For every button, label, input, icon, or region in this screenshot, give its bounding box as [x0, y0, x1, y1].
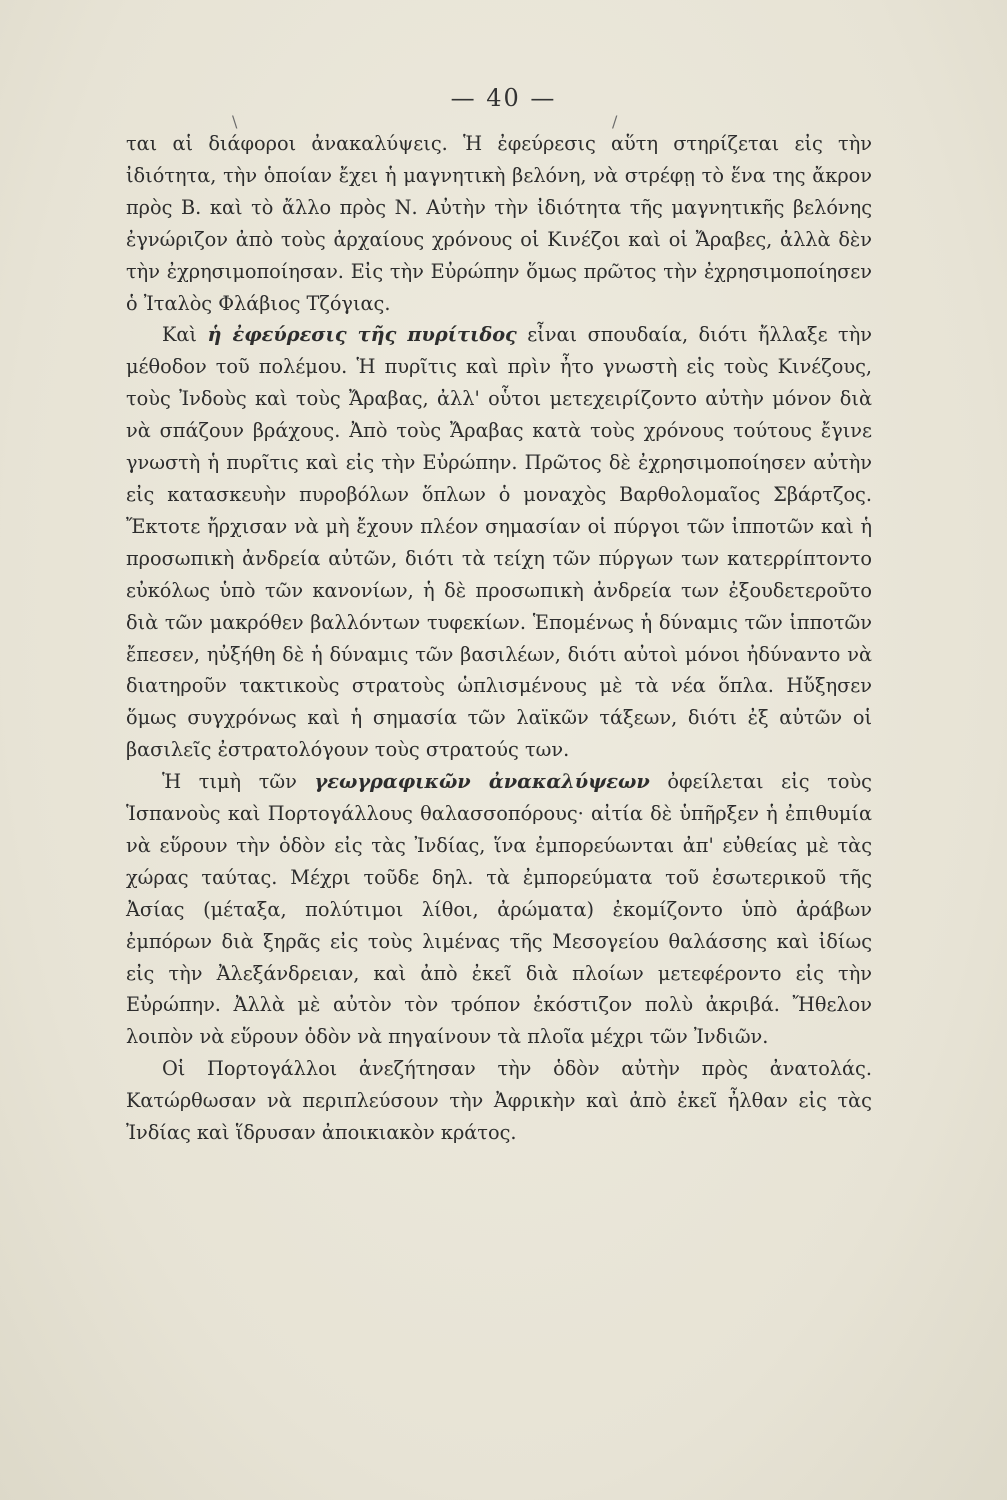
paragraph [126, 1053, 872, 1149]
body-text [126, 128, 872, 1149]
paragraph-text: εἶναι σπουδαία, διότι ἤλλαξε τὴν μέθοδον τοῦ πολέμου. Ἡ πυρῖτις καὶ πρὶν ἦτο γνωστὴ εἰς τοὺς Κινέζους, τοὺς Ἰνδοὺς καὶ τοὺς Ἄραβας, ἀλλ' οὗτοι μετεχειρίζοντο αὐτὴν μόνον διὰ νὰ σπάζουν βράχους. Ἀπὸ τοὺς Ἄραβας κατὰ τοὺς χρόνους τούτους ἔγινε γνωστὴ ἡ πυρῖτις καὶ εἰς τὴν Εὐρώπην. Πρῶτος δὲ ἐχρησιμοποίησεν αὐτὴν εἰς κατασκευὴν πυροβόλων ὅπλων ὁ μοναχὸς Βαρθολομαῖος Σβάρτζος. Ἔκτοτε ἤρχισαν νὰ μὴ ἔχουν πλέον σημασίαν οἱ πύργοι τῶν ἱπποτῶν καὶ ἡ προσωπικὴ ἀνδρεία αὐτῶν, διότι τὰ τείχη τῶν πύργων των κατερρίπτοντο εὐκόλως ὑπὸ τῶν κανονίων, ἡ δὲ προσωπικὴ ἀνδρεία των ἐξουδετεροῦτο διὰ τῶν μακρόθεν βαλλόντων τυφεκίων. Ἑπομένως ἡ δύναμις τῶν ἱπποτῶν ἔπεσεν, ηὐξήθη δὲ ἡ δύναμις τῶν βασιλέων, διότι αὐτοὶ μόνοι ἠδύναντο νὰ διατηροῦν τακτικοὺς στρατοὺς ὡπλισμένους μὲ τὰ νέα ὅπλα. Ηὔξησεν ὅμως συγχρόνως καὶ ἡ σημασία τῶν λαϊκῶν τάξεων, διότι ἐξ αὐτῶν οἱ βασιλεῖς ἐστρατολόγουν τοὺς στρατούς των. [126, 323, 872, 762]
emphasized-term: γεωγραφικῶν ἀνακαλύψεων [314, 770, 650, 794]
paragraph-text: Οἱ Πορτογάλλοι ἀνεζήτησαν τὴν ὁδὸν αὐτὴν πρὸς ἀνατολάς. Κατώρθωσαν νὰ περιπλεύσουν τὴν Ἀφρικὴν καὶ ἀπὸ ἐκεῖ ἦλθαν εἰς τὰς Ἰνδίας καὶ ἵδρυσαν ἀποικιακὸν κράτος. [126, 1057, 872, 1145]
paragraph-text: ὀφείλεται εἰς τοὺς Ἱσπανοὺς καὶ Πορτογάλλους θαλασσοπόρους· αἰτία δὲ ὑπῆρξεν ἡ ἐπιθυμία νὰ εὕρουν τὴν ὁδὸν εἰς τὰς Ἰνδίας, ἵνα ἐμπορεύωνται ἀπ' εὐθείας μὲ τὰς χώρας ταύτας. Μέχρι τοῦδε δηλ. τὰ ἐμπορεύματα τοῦ ἐσωτερικοῦ τῆς Ἀσίας (μέταξα, πολύτιμοι λίθοι, ἀρώματα) ἐκομίζοντο ὑπὸ ἀράβων ἐμπόρων διὰ ξηρᾶς εἰς τοὺς λιμένας τῆς Μεσογείου θαλάσσης καὶ ἰδίως εἰς τὴν Ἀλεξάνδρειαν, καὶ ἀπὸ ἐκεῖ διὰ πλοίων μετεφέροντο εἰς τὴν Εὐρώπην. Ἀλλὰ μὲ αὐτὸν τὸν τρόπον ἐκόστιζον πολὺ ἀκριβά. Ἤθελον λοιπὸν νὰ εὕρουν ὁδὸν νὰ πηγαίνουν τὰ πλοῖα μέχρι τῶν Ἰνδιῶν. [126, 770, 872, 1049]
paragraph [126, 319, 872, 766]
paragraph-text: Καὶ [162, 323, 208, 347]
paragraph-text: Ἡ τιμὴ τῶν [162, 770, 315, 794]
page-number: — 40 — [450, 84, 557, 112]
stray-mark: \ [232, 112, 238, 131]
paragraph [126, 128, 872, 319]
paragraph [126, 766, 872, 1053]
paragraph-text: ται αἱ διάφοροι ἀνακαλύψεις. Ἡ ἐφεύρεσις αὕτη στηρίζεται εἰς τὴν ἰδιότητα, τὴν ὁποίαν ἔχει ἡ μαγνητικὴ βελόνη, νὰ στρέφῃ τὸ ἕνα της ἄκρον πρὸς Β. καὶ τὸ ἄλλο πρὸς Ν. Αὐτὴν τὴν ἰδιότητα τῆς μαγνητικῆς βελόνης ἐγνώριζον ἀπὸ τοὺς ἀρχαίους χρόνους οἱ Κινέζοι καὶ οἱ Ἄραβες, ἀλλὰ δὲν τὴν ἐχρησιμοποίησαν. Εἰς τὴν Εὐρώπην ὅμως πρῶτος τὴν ἐχρησιμοποίησεν ὁ Ἰταλὸς Φλάβιος Τζόγιας. [126, 132, 872, 315]
stray-mark: / [612, 112, 618, 131]
emphasized-term: ἡ ἐφεύρεσις τῆς πυρίτιδος [207, 323, 517, 347]
